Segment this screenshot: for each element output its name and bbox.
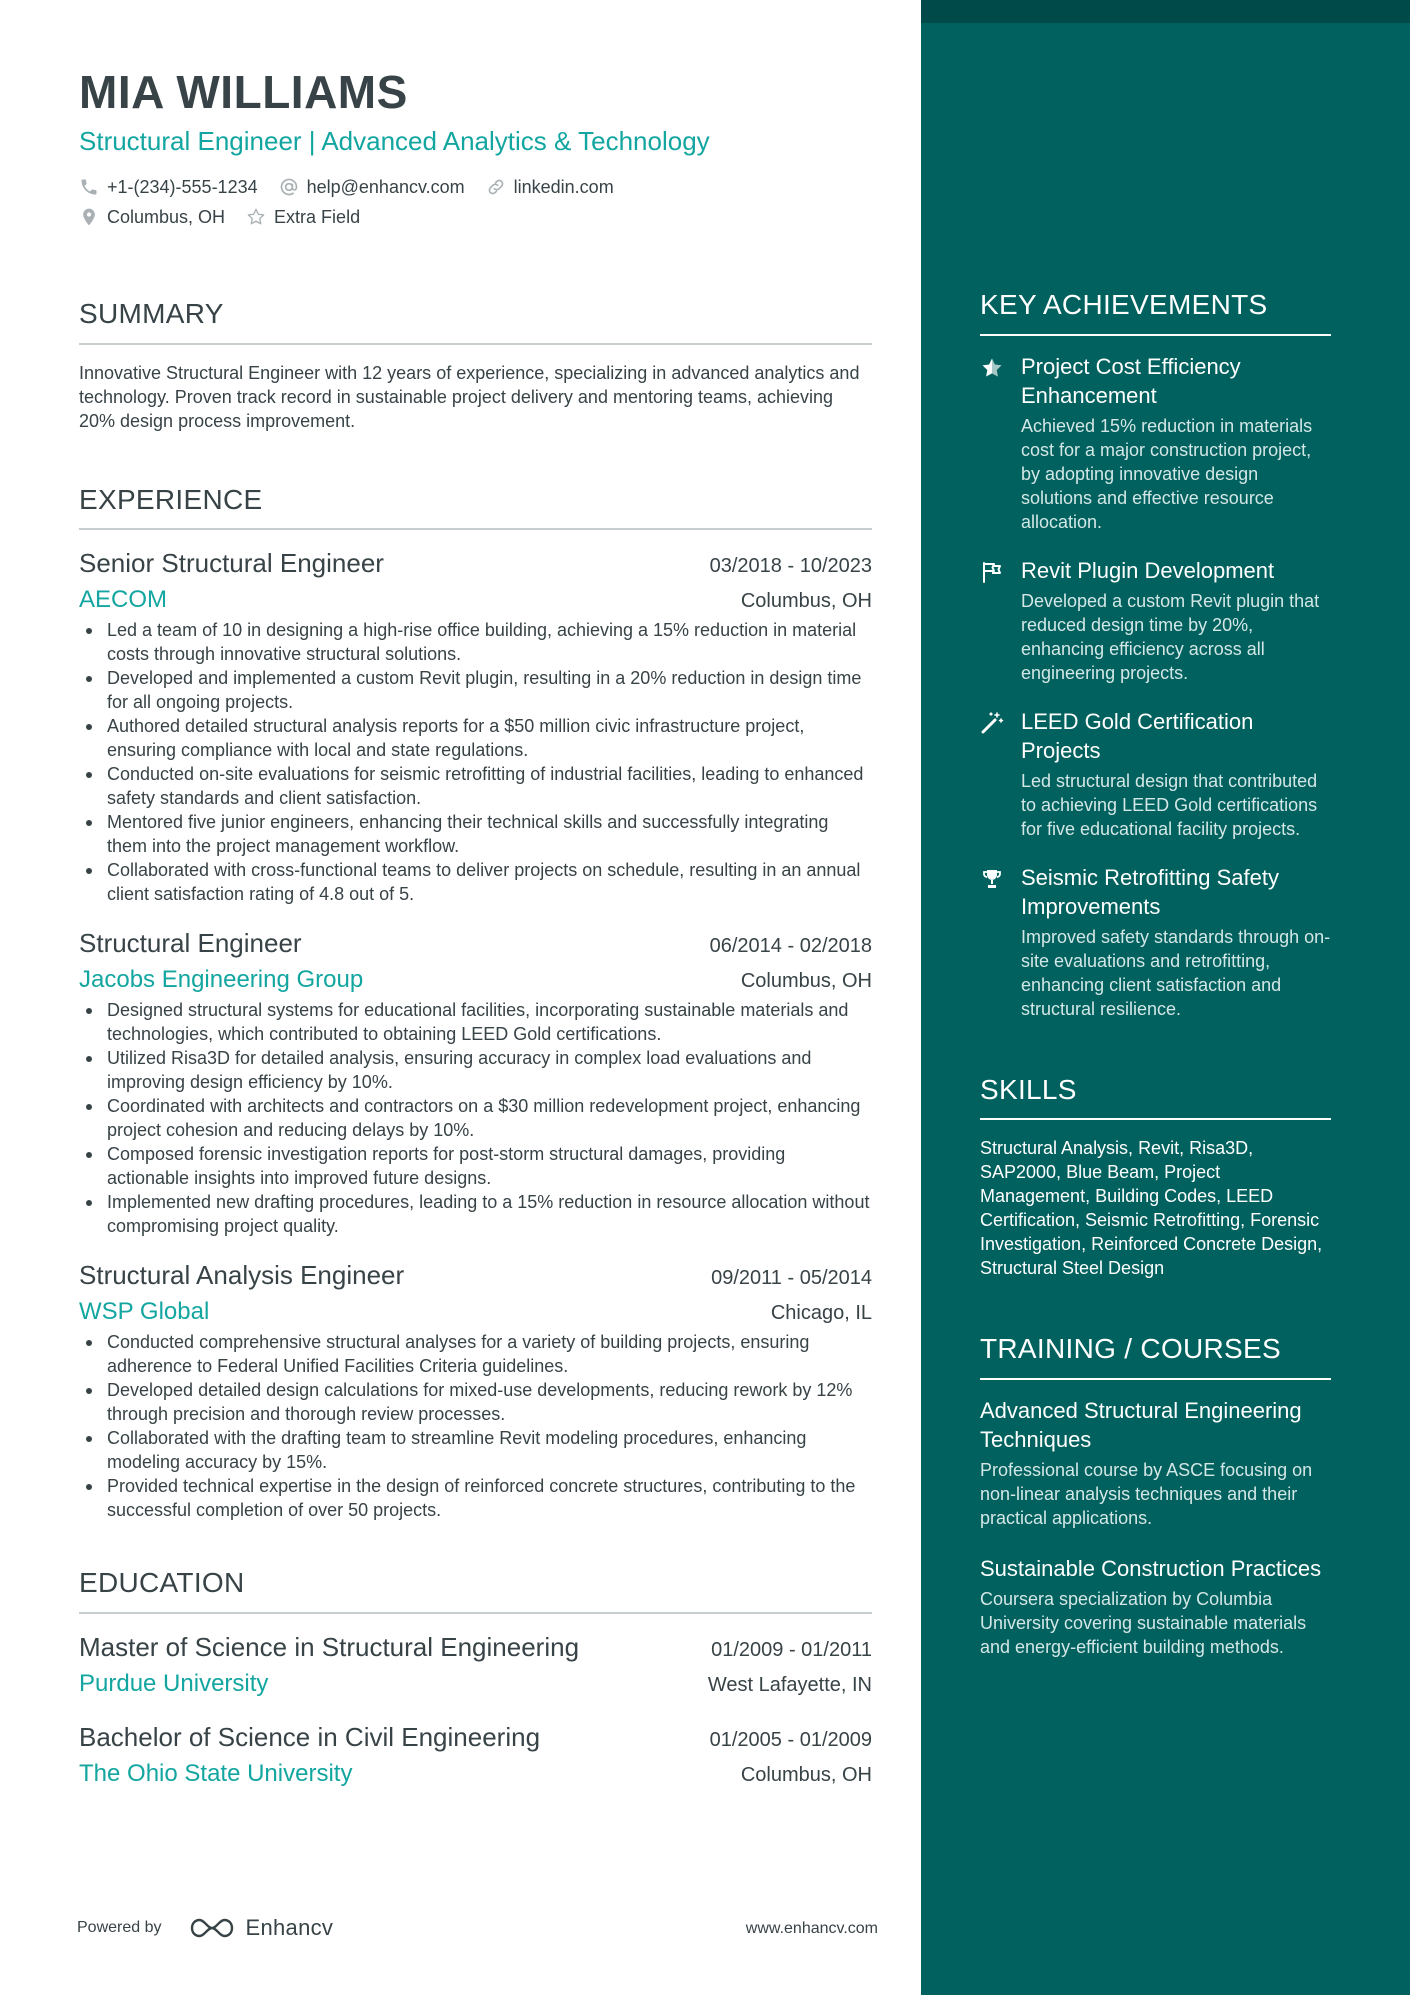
location-pin-icon	[79, 207, 99, 227]
experience-heading: EXPERIENCE	[79, 483, 872, 531]
education-entry	[79, 1720, 872, 1790]
job-title-row	[79, 926, 872, 960]
bullet-item: Developed and implemented a custom Revit plugin, resulting in a 20% reduction in design time for all ongoing projects.	[79, 666, 872, 714]
achievement-item	[980, 352, 1331, 534]
job-bullets	[79, 618, 872, 906]
education-dates: 01/2005 - 01/2009	[709, 1728, 872, 1751]
job-bullets	[79, 1330, 872, 1522]
contact-extra	[246, 207, 360, 228]
sidebar	[921, 0, 1410, 1995]
degree-row	[79, 1630, 872, 1664]
school-row	[79, 1754, 872, 1790]
course-desc: Coursera specialization by Columbia University covering sustainable materials and energy-efficient building methods.	[980, 1588, 1307, 1657]
achievement-item	[980, 556, 1331, 685]
education-entry	[79, 1630, 872, 1700]
summary-section	[79, 297, 872, 433]
sidebar-content	[980, 288, 1331, 1711]
phone-text: +1-(234)-555-1234	[107, 176, 258, 197]
course-item	[980, 1396, 1331, 1530]
footer-branding	[77, 1915, 333, 1941]
skills-section	[980, 1073, 1331, 1281]
job-bullets	[79, 998, 872, 1238]
flag-icon	[980, 560, 1004, 584]
job-location: Columbus, OH	[740, 970, 872, 993]
sidebar-top-band	[921, 0, 1410, 23]
job-dates: 03/2018 - 10/2023	[709, 555, 872, 578]
bullet-item: Authored detailed structural analysis reports for a $50 million civic infrastructure project, ensuring compliance with local and state regulations.	[79, 714, 872, 762]
contact-info	[79, 172, 872, 232]
achievements-section	[980, 288, 1331, 1021]
school-location: West Lafayette, IN	[707, 1673, 872, 1696]
job-title-row	[79, 1258, 872, 1292]
main-column	[79, 62, 872, 1810]
contact-phone[interactable]	[79, 177, 258, 198]
job-entry	[79, 546, 872, 906]
bullet-item: Collaborated with cross-functional teams to deliver projects on schedule, resulting in an annual client satisfaction rating of 4.8 out of 5.	[79, 858, 872, 906]
achievement-desc: Achieved 15% reduction in materials cost for a major construction project, by adopting innovative design solutions and effective resource allocation.	[1021, 415, 1313, 532]
link-icon	[486, 177, 506, 197]
degree-title: Master of Science in Structural Engineering	[79, 1631, 580, 1662]
achievement-item	[980, 863, 1331, 1021]
job-title-row	[79, 546, 872, 580]
course-title: Sustainable Construction Practices	[980, 1555, 1322, 1581]
bullet-item: Conducted comprehensive structural analyses for a variety of building projects, ensuring adherence to Federal Unified Facilities Criteria guidelines.	[79, 1330, 872, 1378]
experience-section	[79, 483, 872, 1523]
education-dates: 01/2009 - 01/2011	[711, 1638, 872, 1661]
school-row	[79, 1664, 872, 1700]
course-item	[980, 1554, 1331, 1659]
job-dates: 06/2014 - 02/2018	[709, 935, 872, 958]
bullet-item: Developed detailed design calculations for mixed-use developments, reducing rework by 12% through precision and thorough review processes.	[79, 1378, 872, 1426]
candidate-name: MIA WILLIAMS	[79, 66, 408, 118]
bullet-item: Coordinated with architects and contractors on a $30 million redevelopment project, enhancing project cohesion and reducing delays by 10%.	[79, 1094, 872, 1142]
degree-row	[79, 1720, 872, 1754]
school-location: Columbus, OH	[740, 1763, 872, 1786]
achievement-desc: Led structural design that contributed to achieving LEED Gold certifications for five educational facility projects.	[1021, 770, 1318, 839]
extra-text: Extra Field	[274, 206, 361, 227]
bullet-item: Conducted on-site evaluations for seismic retrofitting of industrial facilities, leading to enhanced safety standards and client satisfaction.	[79, 762, 872, 810]
contact-link[interactable]	[486, 177, 614, 198]
bullet-item: Composed forensic investigation reports for post-storm structural damages, providing actionable insights into improved future designs.	[79, 1142, 872, 1190]
job-entry	[79, 926, 872, 1238]
bullet-item: Designed structural systems for educational facilities, incorporating sustainable materials and technologies, which contributed to obtaining LEED Gold certifications.	[79, 998, 872, 1046]
job-entry	[79, 1258, 872, 1522]
job-title: Structural Analysis Engineer	[79, 1260, 405, 1291]
bullet-item: Mentored five junior engineers, enhancing their technical skills and successfully integrating them into the project management workflow.	[79, 810, 872, 858]
job-company-row	[79, 580, 872, 616]
achievement-title: Project Cost Efficiency Enhancement	[1021, 353, 1241, 408]
bullet-item: Utilized Risa3D for detailed analysis, ensuring accuracy in complex load evaluations and improving design efficiency by 10%.	[79, 1046, 872, 1094]
brand-name: Enhancv	[245, 1915, 334, 1940]
job-dates: 09/2011 - 05/2014	[711, 1267, 872, 1290]
job-company: Jacobs Engineering Group	[79, 966, 364, 994]
achievement-desc: Developed a custom Revit plugin that reduced design time by 20%, enhancing efficiency across all engineering projects.	[1021, 590, 1320, 683]
skills-list: Structural Analysis, Revit, Risa3D, SAP2000, Blue Beam, Project Management, Building Codes, LEED Certification, Seismic Retrofitting, Forensic Investigation, Reinforced Concrete Design, Structural Steel Design	[980, 1138, 1323, 1279]
summary-heading: SUMMARY	[79, 297, 872, 345]
achievements-heading: KEY ACHIEVEMENTS	[980, 288, 1331, 336]
powered-by-label: Powered by	[77, 1919, 162, 1936]
bullet-item: Provided technical expertise in the design of reinforced concrete structures, contributing to the successful completion of over 50 projects.	[79, 1474, 872, 1522]
achievement-title: Seismic Retrofitting Safety Improvements	[1021, 864, 1279, 919]
job-company-row	[79, 1292, 872, 1328]
link-text: linkedin.com	[513, 176, 614, 197]
education-section	[79, 1566, 872, 1790]
skills-heading: SKILLS	[980, 1073, 1331, 1121]
degree-title: Bachelor of Science in Civil Engineering	[79, 1721, 541, 1752]
footer-website[interactable]: www.enhancv.com	[745, 1920, 878, 1937]
school-name: Purdue University	[79, 1669, 269, 1697]
enhancv-logo-icon	[188, 1915, 236, 1941]
job-company: WSP Global	[79, 1298, 210, 1326]
training-heading: TRAINING / COURSES	[980, 1332, 1331, 1380]
contact-email[interactable]	[279, 177, 465, 198]
star-outline-icon	[246, 207, 266, 227]
achievement-title: LEED Gold Certification Projects	[1021, 708, 1254, 763]
contact-location	[79, 207, 225, 228]
magic-wand-icon	[980, 711, 1004, 735]
contact-row-1	[79, 172, 872, 202]
education-heading: EDUCATION	[79, 1566, 872, 1614]
course-desc: Professional course by ASCE focusing on non-linear analysis techniques and their practical applications.	[980, 1459, 1313, 1528]
trophy-icon	[980, 867, 1004, 891]
achievement-title: Revit Plugin Development	[1021, 557, 1275, 583]
phone-icon	[79, 177, 99, 197]
course-title: Advanced Structural Engineering Techniques	[980, 1397, 1302, 1452]
at-icon	[279, 177, 299, 197]
job-location: Chicago, IL	[770, 1302, 872, 1325]
summary-text: Innovative Structural Engineer with 12 years of experience, specializing in advanced analytics and technology. Proven track record in sustainable project delivery and mentoring teams, achieving 20% design process improvement.	[79, 362, 860, 431]
achievement-item	[980, 707, 1331, 841]
training-section	[980, 1332, 1331, 1659]
bullet-item: Collaborated with the drafting team to streamline Revit modeling procedures, enhancing modeling accuracy by 15%.	[79, 1426, 872, 1474]
contact-row-2	[79, 202, 872, 232]
achievement-desc: Improved safety standards through on-site evaluations and retrofitting, enhancing client satisfaction and structural resilience.	[1021, 926, 1331, 1019]
job-title: Senior Structural Engineer	[79, 548, 384, 579]
school-name: The Ohio State University	[79, 1759, 353, 1787]
bullet-item: Implemented new drafting procedures, leading to a 15% reduction in resource allocation without compromising project quality.	[79, 1190, 872, 1238]
location-text: Columbus, OH	[107, 206, 226, 227]
job-company: AECOM	[79, 586, 168, 614]
job-location: Columbus, OH	[740, 590, 872, 613]
star-icon	[980, 356, 1004, 380]
email-text: help@enhancv.com	[306, 176, 465, 197]
job-company-row	[79, 960, 872, 996]
job-title: Structural Engineer	[79, 928, 302, 959]
candidate-headline: Structural Engineer | Advanced Analytics & Technology	[79, 126, 710, 156]
bullet-item: Led a team of 10 in designing a high-rise office building, achieving a 15% reduction in material costs through innovative structural solutions.	[79, 618, 872, 666]
